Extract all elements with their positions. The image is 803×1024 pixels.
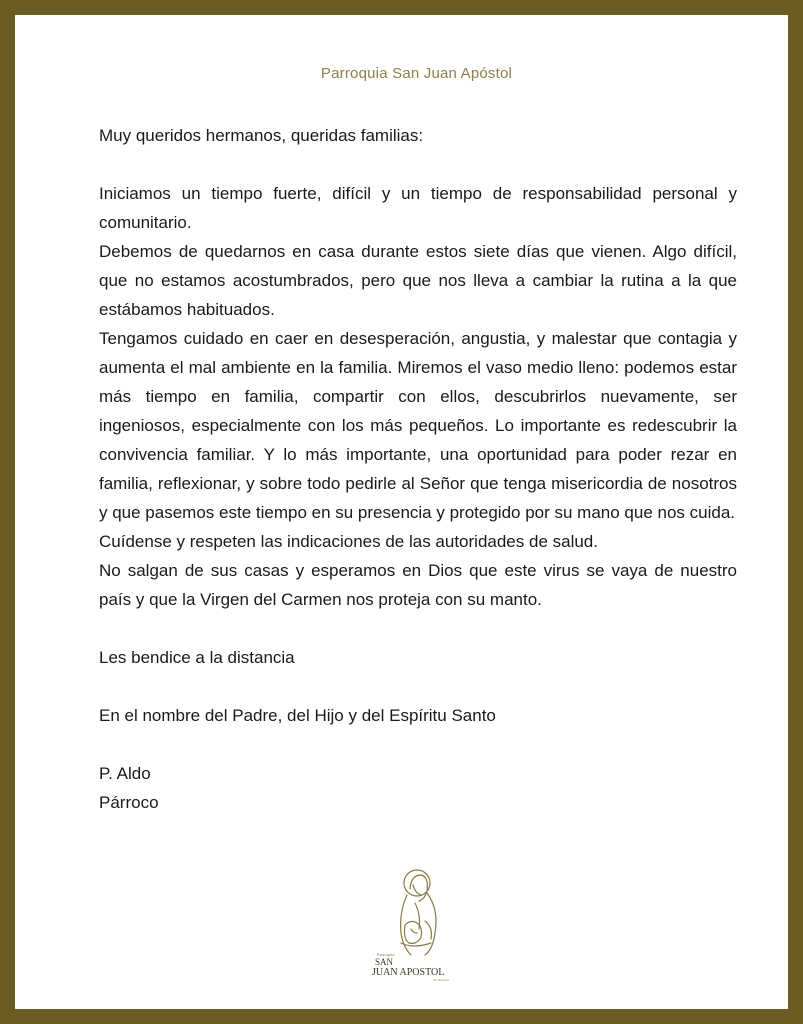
- signature-title: Párroco: [99, 793, 159, 812]
- letter-invocation: En el nombre del Padre, del Hijo y del Espíritu Santo: [99, 706, 496, 725]
- letter-paragraph: Cuídense y respeten las indicaciones de las autoridades de salud.: [99, 532, 598, 551]
- letter-blessing: Les bendice a la distancia: [99, 648, 295, 667]
- letter-paragraph: Tengamos cuidado en caer en desesperación, angustia, y malestar que contagia y aumenta el mal ambiente en la familia. Miremos el vaso medio lleno: podemos estar más tiempo en familia, compartir con ellos, descubrirlos nuevamente, ser ingeniosos, especialmente con los más pequeños. Lo importante es redescubrir la convivencia familiar. Y lo más importante, una oportunidad para poder rezar en familia, reflexionar, y sobre todo pedirle al Señor que tenga misericordia de nosotros y que pasemos este tiempo en su presencia y protegido por su mano que nos cuida.: [99, 329, 737, 522]
- letter-greeting: Muy queridos hermanos, queridas familias:: [99, 126, 424, 145]
- letter-paragraph: Iniciamos un tiempo fuerte, difícil y un tiempo de responsabilidad personal y comunitario.: [99, 184, 737, 232]
- parish-logo: [355, 863, 475, 985]
- letter-paragraph: No salgan de sus casas y esperamos en Dios que este virus se vaya de nuestro país y que la Virgen del Carmen nos proteja con su manto.: [99, 561, 737, 609]
- logo-text-main: JUAN APOSTOL: [372, 967, 445, 978]
- parish-header: Parroquia San Juan Apóstol: [320, 65, 513, 82]
- logo-text-san: SAN: [375, 957, 394, 967]
- letter-paragraph: Debemos de quedarnos en casa durante estos siete días que vienen. Algo difícil, que no estamos acostumbrados, pero que nos lleva a cambiar la rutina a la que estábamos habituados.: [99, 242, 737, 319]
- logo-text-top: Parroquia: [377, 952, 395, 957]
- letter-body: [99, 121, 737, 817]
- logo-text-bottom: de Vitacura: [433, 978, 449, 982]
- signature-name: P. Aldo: [99, 764, 151, 783]
